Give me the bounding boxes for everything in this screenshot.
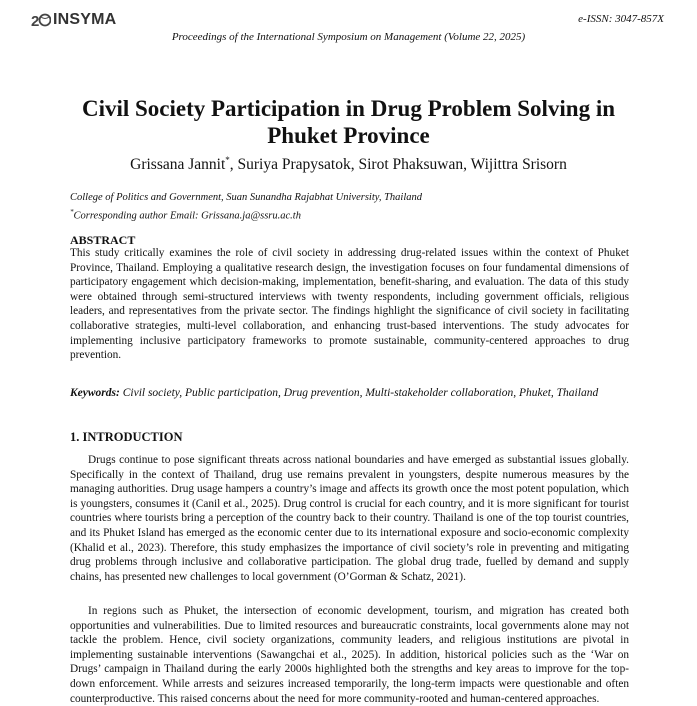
proceedings-header: Proceedings of the International Symposium on Management (Volume 22, 2025) (171, 31, 526, 43)
author-name: Grissana Jannit (130, 156, 226, 174)
author-name: Wijittra Srisorn (470, 156, 567, 174)
author-list: Grissana Jannit*, Suriya Prapysatok, Sirot Phaksuwan, Wijittra Srisorn (130, 155, 567, 174)
abstract-heading: ABSTRACT (70, 233, 136, 247)
issn: e-ISSN: 3047-857X (578, 13, 664, 25)
logo-text: INSYMA (53, 11, 117, 28)
paper-title: Civil Society Participation in Drug Problem Solving in Phuket Province (81, 96, 616, 148)
svg-text:2: 2 (31, 13, 40, 29)
author-name: Suriya Prapysatok (237, 156, 351, 174)
corresponding-email: Corresponding author Email: Grissana.ja@ssru.ac.th (73, 210, 301, 222)
author-mark: * (225, 155, 230, 165)
intro-paragraph-2: In regions such as Phuket, the intersection of economic development, tourism, and migration has created both opportunities and vulnerabilities. Due to limited resources and bureaucratic constraints, local governments alone may not tackle the problem. Hence, civil society organizations, community leaders, and religious institutions are pivotal in implementing sustainable interventions (Sawangchai et al., 2025). In addition, historical policies such as the ‘War on Drugs’ campaign in Thailand during the early 2000s highlighted both the strengths and key areas to improve for the top-down enforcement. While arrests and seizures increased temporarily, the long-term impacts were questionable and often counterproductive. This raised concerns about the need for more community-rooted and human-centered approaches. (70, 605, 629, 705)
affiliation-block (70, 191, 422, 224)
keywords-list: Civil society, Public participation, Drug prevention, Multi-stakeholder collaboration, Phuket, Thailand (122, 387, 599, 399)
affiliation: College of Politics and Government, Suan Sunandha Rajabhat University, Thailand (70, 192, 423, 203)
abstract-body: This study critically examines the role of civil society in addressing drug-related issues within the context of Phuket Province, Thailand. Employing a qualitative research design, the investigation focuses on four fundamental dimensions of participatory engagement which decision-making, implementation, benefit-sharing, and evaluation. The data of this study were obtained through semi-structured interviews with twenty respondents, including government officials, religious leaders, and representatives from the private sector. The findings highlight the significance of civil society in facilitating collaborative strategies, multi-level collaboration, and enhancing trust-based interventions. The study advocates for implementing inclusive participatory frameworks to promote sustainable, community-centered approaches to drug prevention. (70, 247, 629, 362)
corresponding-author (70, 205, 422, 224)
corresponding-mark: * (70, 208, 74, 216)
logo-mark-icon (31, 11, 51, 29)
author-name: Sirot Phaksuwan (358, 156, 464, 174)
keywords (70, 386, 629, 401)
keywords-label: Keywords: (70, 387, 120, 399)
intro-paragraph-1: Drugs continue to pose significant threats across national boundaries and have emerged as substantial issues globally. Specifically in the context of Thailand, drug use remains prevalent in youngsters, despite numerous measures by the managing authorities. Drug usage hampers a country’s image and affects its growth once the most potent population, which is youngsters, consumes it (Canil et al., 2025). Drug control is crucial for each country, and it is more significant for tourist countries where tourists bring a perception of the country back to their country. Thailand is one of the top tourist countries, and its Phuket Island has emerged as the economic center due to its international exposure and socio-economic complexity (Khalid et al., 2023). Therefore, this study emphasizes the importance of civil society’s role in preventing and mitigating drug problems through inclusive and collaborative participation. The global drug trade, fuelled by demand and supply chains, has presented new challenges to local government (O’Gorman & Schatz, 2021). (70, 454, 629, 583)
conference-logo (31, 10, 116, 30)
section-heading-introduction: 1. INTRODUCTION (70, 430, 183, 444)
